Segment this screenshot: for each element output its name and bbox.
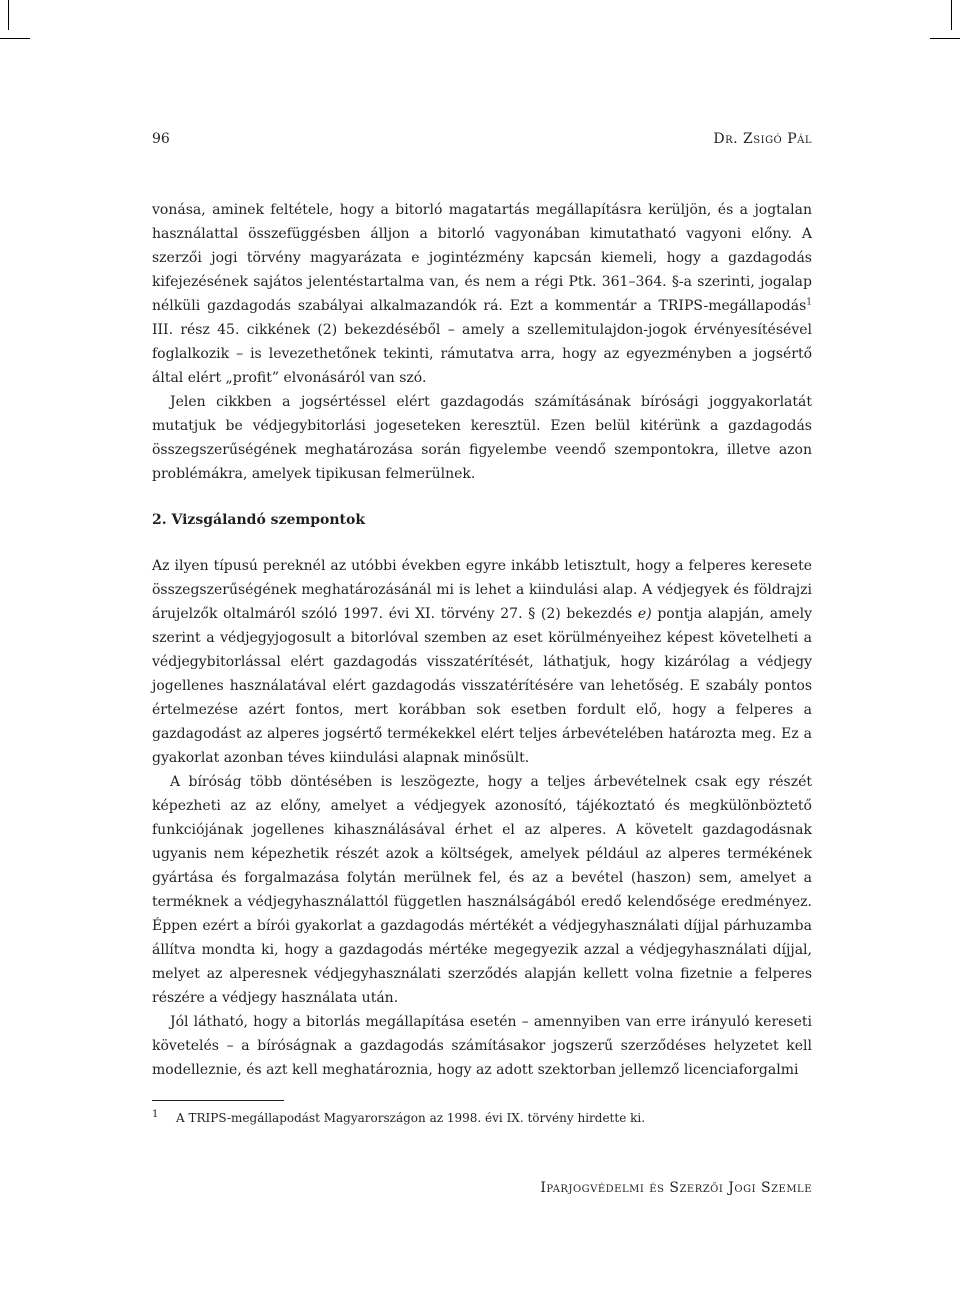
page-number: 96 <box>152 131 170 147</box>
paragraph-3-emphasis: e) <box>637 606 652 622</box>
paragraph-5: Jól látható, hogy a bitorlás megállapítása esetén – amennyiben van erre irányuló kereseti követelés – a bíróságnak a gazdagodás számításakor jogszerű szerződéses helyzetet kell modelleznie, és azt kell meghatároznia, hogy az adott szektorban jellemző licenciaforgalmi <box>152 1014 812 1078</box>
author-name: Dr. Zsigó Pál <box>713 131 812 147</box>
crop-mark-top-right-horizontal <box>930 38 960 39</box>
paragraph-3 <box>152 554 812 770</box>
running-head <box>152 131 812 153</box>
crop-mark-top-right-vertical <box>951 0 952 30</box>
paragraph-1-text-b: III. rész 45. cikkének (2) bekezdéséből – amely a szellemitulajdon-jogok érvényesítésével foglalkozik – is levezethetőnek tekinti, rámutatva arra, hogy az egyezményben a jogsértő által elért „profit” elvonásáról van szó. <box>152 322 812 386</box>
paragraph-2: Jelen cikkben a jogsértéssel elért gazdagodás számításának bírósági joggyakorlatát mutatjuk be védjegybitorlási jogeseteken keresztül. Ezen belül kitérünk a gazdagodás összegszerűségének meghatározása során figyelembe veendő szempontokra, illetve azon problémákra, amelyek tipikusan felmerülnek. <box>152 394 812 482</box>
footnote-text: A TRIPS-megállapodást Magyarországon az 1998. évi IX. törvény hirdette ki. <box>176 1111 646 1125</box>
footnote-reference: 1 <box>806 297 812 308</box>
footnote-divider <box>152 1100 284 1101</box>
crop-mark-top-left-vertical <box>8 0 9 30</box>
footnote: 1 A TRIPS-megállapodást Magyarországon az 1998. évi IX. törvény hirdette ki. <box>152 1109 646 1125</box>
paragraph-1-text-a: vonása, aminek feltétele, hogy a bitorló magatartás megállapításra kerüljön, és a jogtalan használattal összefüggésben álljon a bitorló vagyonában kimutatható vagyoni előny. A szerzői jogi törvény magyarázata e jogintézmény kapcsán kiemeli, hogy a gazdagodás kifejezésének sajátos jelentéstartalma van, és nem a régi Ptk. 361–364. §-a szerinti, jogalap nélküli gazdagodás szabályai alkalmazandók rá. Ezt a kommentár a TRIPS-megállapodás <box>152 202 812 314</box>
paragraph-1 <box>152 198 812 390</box>
paragraph-3-text-a: Az ilyen típusú pereknél az utóbbi években egyre inkább letisztult, hogy a felperes keresete összegszerűségének meghatározásánál mi is lehet a kiindulási alap. A védjegyek és földrajzi árujelzők oltalmáról szóló 1997. évi XI. törvény 27. § (2) bekezdés <box>152 558 812 622</box>
paragraph-3-text-b: pontja alapján, amely szerint a védjegyjogosult a bitorlóval szemben az eset körülményeihez képest követelheti a védjegybitorlással elért gazdagodás visszatérítését, láthatjuk, hogy kizárólag a védjegy jogellenes használatával elért gazdagodás visszatérítésére van lehetőség. E szabály pontos értelmezése azért fontos, mert korábban sok esetben fordult elő, hogy a felperes a gazdagodást az alperes jogsértő termékekkel elért teljes árbevételében határozta meg. Ez a gyakorlat azonban téves kiindulási alapnak minősült. <box>152 606 813 766</box>
paragraph-4: A bíróság több döntésében is leszögezte, hogy a teljes árbevételnek csak egy részét képezheti az az előny, amelyet a védjegyek azonosító, tájékoztató és megkülönböztető funkciójának jogellenes kihasználásával érhet el az alperes. A követelt gazdagodásnak ugyanis nem képezhetik részét azok a költségek, amelyek például az alperes termékének gyártása és forgalmazása folytán merülnek fel, és az a bevétel (haszon) sem, amelyet a terméknek a védjegyhasználattól független használságából eredő kelendősége eredményez. Éppen ezért a bírói gyakorlat a gazdagodás mértékét a védjegyhasználati díjjal párhuzamba állítva mondta ki, hogy a gazdagodás mértéke megegyezik azzal a védjegyhasználati díjjal, melyet az alperesnek védjegyhasználati szerződés alapján kellett volna fizetnie a felperes részére a védjegy használata után. <box>152 774 812 1006</box>
section-heading: 2. Vizsgálandó szempontok <box>152 512 366 528</box>
article-body <box>152 198 812 1082</box>
journal-title-footer: Iparjogvédelmi és Szerzői Jogi Szemle <box>540 1180 812 1196</box>
crop-mark-top-left-horizontal <box>0 38 30 39</box>
